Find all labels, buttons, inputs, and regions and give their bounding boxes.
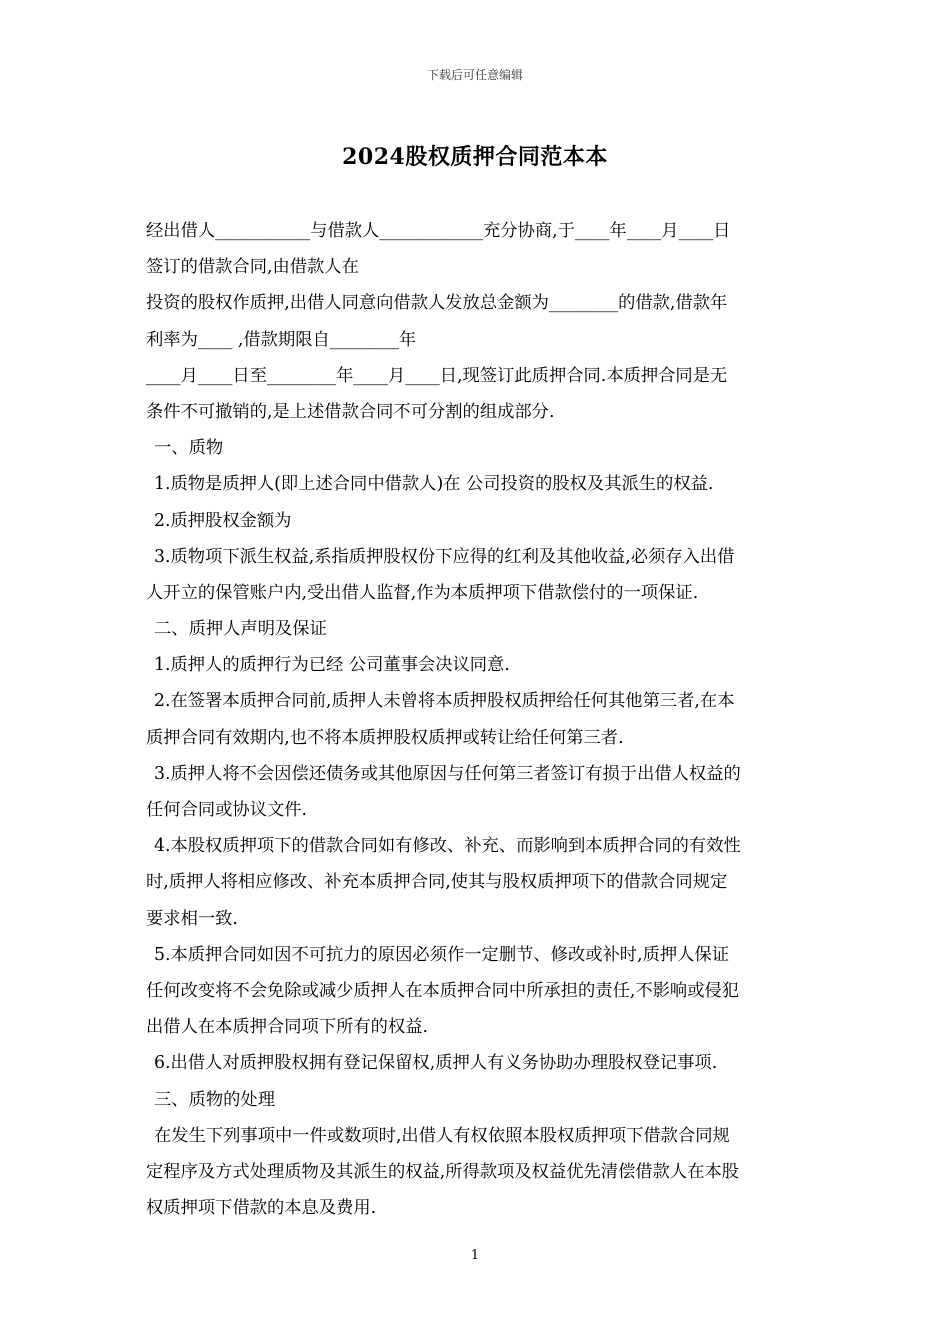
- body-text-line: 权质押项下借款的本息及费用.: [146, 1198, 377, 1219]
- body-text-line: 2.质押股权金额为: [154, 510, 292, 531]
- body-text-line: 5.本质押合同如因不可抗力的原因必须作一定删节、修改或补时,质押人保证: [154, 944, 729, 965]
- page-number: 1: [470, 1248, 480, 1263]
- body-text-line: 质押合同有效期内,也不将本质押股权质押或转让给任何第三者.: [146, 727, 624, 748]
- body-text-line: 6.出借人对质押股权拥有登记保留权,质押人有义务协助办理股权登记事项.: [154, 1053, 718, 1074]
- body-text-line: 条件不可撤销的,是上述借款合同不可分割的组成部分.: [146, 401, 555, 422]
- body-text-line: 签订的借款合同,由借款人在: [146, 257, 359, 278]
- body-text-line: 3.质押人将不会因偿还债务或其他原因与任何第三者签订有损于出借人权益的: [154, 763, 741, 784]
- body-text-line: 1.质押人的质押行为已经 公司董事会决议同意.: [154, 655, 510, 676]
- body-text-line: 三、质物的处理: [154, 1089, 275, 1110]
- body-text-line: 时,质押人将相应修改、补充本质押合同,使其与股权质押项下的借款合同规定: [146, 872, 728, 893]
- body-text-line: 在发生下列事项中一件或数项时,出借人有权依照本股权质押项下借款合同规: [154, 1125, 730, 1146]
- body-text-line: 要求相一致.: [146, 908, 238, 929]
- body-text-line: 经出借人___________与借款人____________充分协商,于____年____月____日: [146, 221, 731, 241]
- body-text-line: 人开立的保管账户内,受出借人监督,作为本质押项下借款偿付的一项保证.: [146, 582, 699, 603]
- body-text-line: 投资的股权作质押,出借人同意向借款人发放总金额为________的借款,借款年: [146, 293, 728, 314]
- body-text-line: 定程序及方式处理质物及其派生的权益,所得款项及权益优先清偿借款人在本股: [146, 1161, 740, 1182]
- document-body: [146, 213, 812, 1226]
- body-text-line: 3.质物项下派生权益,系指质押股权份下应得的红利及其他收益,必须存入出借: [154, 546, 735, 567]
- document-title: 2024股权质押合同范本本: [342, 144, 608, 170]
- body-text-line: 二、质押人声明及保证: [154, 619, 327, 640]
- page-header-note: 下载后可任意编辑: [426, 68, 523, 82]
- body-text-line: 利率为____ ,借款期限自________年: [146, 329, 417, 350]
- body-text-line: 一、质物: [154, 438, 224, 459]
- body-text-line: 出借人在本质押合同项下所有的权益.: [146, 1017, 428, 1038]
- body-text-line: 1.质物是质押人(即上述合同中借款人)在 公司投资的股权及其派生的权益.: [154, 474, 714, 495]
- body-text-line: 2.在签署本质押合同前,质押人未曾将本质押股权质押给任何其他第三者,在本: [154, 691, 735, 712]
- body-text-line: ____月____日至________年____月____日,现签订此质押合同.本质押合同是无: [146, 365, 728, 386]
- body-text-line: 4.本股权质押项下的借款合同如有修改、补充、而影响到本质押合同的有效性: [154, 836, 741, 857]
- body-text-line: 任何合同或协议文件.: [146, 800, 308, 820]
- body-text-line: 任何改变将不会免除或减少质押人在本质押合同中所承担的责任,不影响或侵犯: [146, 980, 740, 1001]
